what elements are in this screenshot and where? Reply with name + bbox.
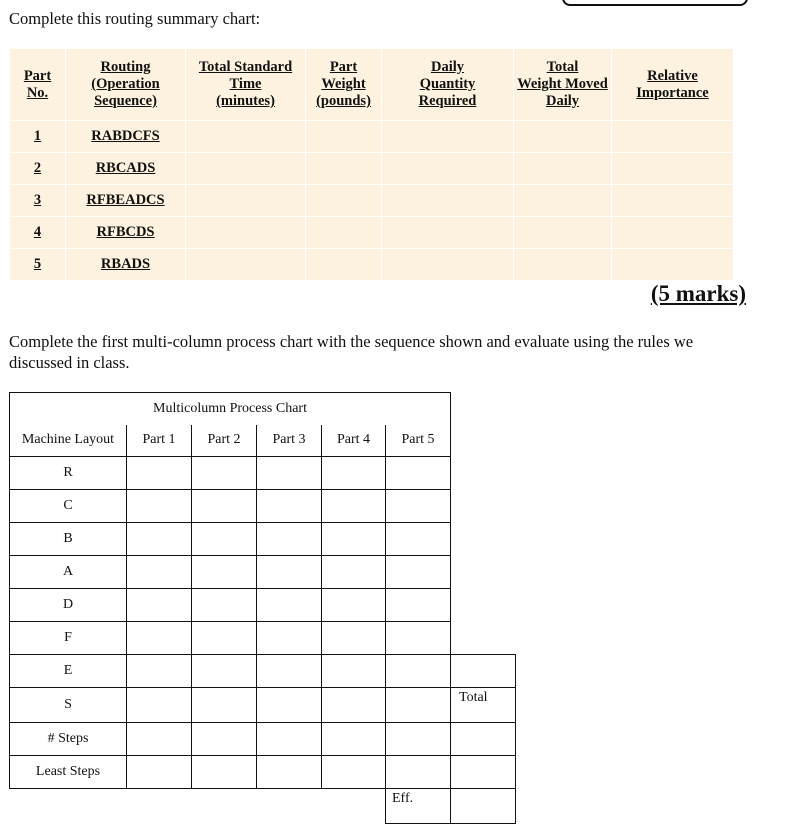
routing-input-cell[interactable] [186,217,306,249]
chart-input-cell[interactable] [322,589,386,622]
chart-input-cell[interactable] [257,589,322,622]
routing-input-cell[interactable] [514,185,612,217]
routing-input-cell[interactable] [612,185,734,217]
chart-input-cell[interactable] [322,756,386,789]
routing-sequence-cell: RBCADS [66,153,186,185]
chart-input-cell[interactable] [386,688,451,723]
header-part-weight: Part Weight (pounds) [306,49,382,121]
chart-input-cell[interactable] [257,622,322,655]
chart-input-cell[interactable] [192,457,257,490]
chart-input-cell[interactable] [127,457,192,490]
chart-row [10,655,516,688]
part-column-header: Part 3 [257,425,322,457]
chart-row [10,723,516,756]
routing-input-cell[interactable] [612,249,734,281]
routing-row [10,249,734,281]
chart-input-cell[interactable] [127,723,192,756]
chart-row [10,756,516,789]
part-number-cell: 4 [10,217,66,249]
chart-input-cell[interactable] [192,556,257,589]
chart-input-cell[interactable] [386,556,451,589]
chart-input-cell[interactable] [127,756,192,789]
routing-input-cell[interactable] [612,121,734,153]
chart-row [10,589,516,622]
chart-input-cell[interactable] [322,457,386,490]
chart-input-cell[interactable] [192,688,257,723]
routing-row [10,185,734,217]
eff-input-cell[interactable] [451,789,516,824]
routing-input-cell[interactable] [514,249,612,281]
chart-input-cell[interactable] [386,622,451,655]
chart-input-cell[interactable] [192,589,257,622]
chart-input-cell[interactable] [386,457,451,490]
chart-input-cell[interactable] [386,523,451,556]
marks-label: (5 marks) [650,281,746,306]
chart-input-cell[interactable] [257,556,322,589]
machine-label: S [10,688,127,723]
chart-row [10,688,516,723]
chart-input-cell[interactable] [386,655,451,688]
machine-label: R [10,457,127,490]
total-input-cell[interactable] [451,756,516,789]
chart-input-cell[interactable] [322,490,386,523]
chart-input-cell[interactable] [127,589,192,622]
chart-input-cell[interactable] [192,490,257,523]
chart-title: Multicolumn Process Chart [10,393,451,425]
chart-input-cell[interactable] [386,589,451,622]
routing-sequence-cell: RABDCFS [66,121,186,153]
chart-input-cell[interactable] [257,756,322,789]
routing-input-cell[interactable] [382,153,514,185]
machine-label: F [10,622,127,655]
part-number-cell: 5 [10,249,66,281]
chart-input-cell[interactable] [386,723,451,756]
routing-input-cell[interactable] [382,121,514,153]
chart-input-cell[interactable] [322,655,386,688]
steps-label: # Steps [10,723,127,756]
part-column-header: Part 5 [386,425,451,457]
chart-input-cell[interactable] [322,723,386,756]
part-number-cell: 1 [10,121,66,153]
chart-title-row [10,393,516,425]
cutoff-marks-box [562,0,748,6]
instruction-routing: Complete this routing summary chart: [9,9,261,28]
header-standard-time: Total Standard Time (minutes) [186,49,306,121]
routing-sequence-cell: RFBCDS [66,217,186,249]
machine-label: E [10,655,127,688]
chart-input-cell[interactable] [192,723,257,756]
routing-row [10,153,734,185]
chart-input-cell[interactable] [386,756,451,789]
total-input-cell[interactable] [451,655,516,688]
total-label: Total [451,688,516,723]
routing-input-cell[interactable] [382,217,514,249]
chart-row [10,523,516,556]
routing-input-cell[interactable] [306,249,382,281]
total-input-cell[interactable] [451,723,516,756]
chart-input-cell[interactable] [127,622,192,655]
efficiency-row [10,789,516,824]
chart-input-cell[interactable] [127,688,192,723]
routing-input-cell[interactable] [186,121,306,153]
chart-input-cell[interactable] [127,556,192,589]
header-relative-importance: Relative Importance [612,49,734,121]
routing-input-cell[interactable] [514,217,612,249]
chart-input-cell[interactable] [322,688,386,723]
machine-label: A [10,556,127,589]
chart-row [10,556,516,589]
chart-header-row [10,425,516,457]
chart-input-cell[interactable] [257,490,322,523]
routing-summary-table [9,48,734,281]
instruction-process-chart: Complete the first multi-column process chart with the sequence shown and evaluate using the rules we discussed in class. [9,332,694,372]
part-column-header: Part 1 [127,425,192,457]
routing-sequence-cell: RBADS [66,249,186,281]
chart-input-cell[interactable] [322,523,386,556]
chart-input-cell[interactable] [127,655,192,688]
routing-header-row [10,49,734,121]
chart-input-cell[interactable] [322,622,386,655]
eff-label: Eff. [386,789,451,824]
part-column-header: Part 4 [322,425,386,457]
part-number-cell: 2 [10,153,66,185]
routing-input-cell[interactable] [612,217,734,249]
machine-label: B [10,523,127,556]
header-routing: Routing (Operation Sequence) [66,49,186,121]
chart-input-cell[interactable] [127,523,192,556]
routing-input-cell[interactable] [382,249,514,281]
routing-input-cell[interactable] [186,153,306,185]
chart-input-cell[interactable] [192,756,257,789]
chart-input-cell[interactable] [257,457,322,490]
chart-row [10,622,516,655]
routing-row [10,121,734,153]
machine-layout-header: Machine Layout [10,425,127,457]
chart-row [10,490,516,523]
routing-input-cell[interactable] [306,217,382,249]
chart-input-cell[interactable] [127,490,192,523]
header-weight-moved: Total Weight Moved Daily [514,49,612,121]
routing-sequence-cell: RFBEADCS [66,185,186,217]
chart-input-cell[interactable] [192,655,257,688]
routing-input-cell[interactable] [382,185,514,217]
chart-input-cell[interactable] [257,723,322,756]
multicolumn-process-chart [9,392,516,824]
chart-input-cell[interactable] [322,556,386,589]
header-part-no: Part No. [10,49,66,121]
routing-input-cell[interactable] [306,153,382,185]
chart-input-cell[interactable] [192,523,257,556]
routing-row [10,217,734,249]
header-daily-quantity: Daily Quantity Required [382,49,514,121]
chart-input-cell[interactable] [257,688,322,723]
part-number-cell: 3 [10,185,66,217]
chart-input-cell[interactable] [257,523,322,556]
routing-input-cell[interactable] [612,153,734,185]
routing-input-cell[interactable] [306,121,382,153]
least-steps-label: Least Steps [10,756,127,789]
routing-input-cell[interactable] [514,153,612,185]
chart-input-cell[interactable] [192,622,257,655]
part-column-header: Part 2 [192,425,257,457]
routing-input-cell[interactable] [186,249,306,281]
chart-row [10,457,516,490]
chart-input-cell[interactable] [257,655,322,688]
routing-input-cell[interactable] [186,185,306,217]
machine-label: C [10,490,127,523]
routing-input-cell[interactable] [306,185,382,217]
chart-input-cell[interactable] [386,490,451,523]
machine-label: D [10,589,127,622]
routing-input-cell[interactable] [514,121,612,153]
